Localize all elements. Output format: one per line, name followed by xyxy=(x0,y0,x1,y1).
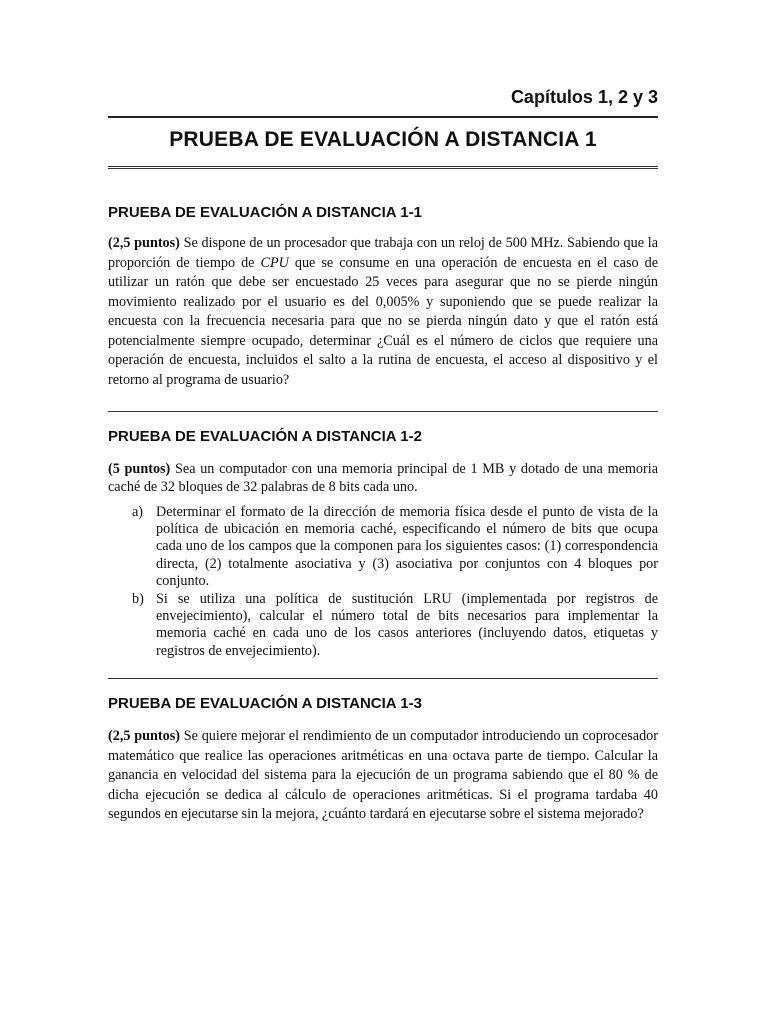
section-3-points: (2,5 puntos) xyxy=(108,728,180,744)
section-divider-1 xyxy=(108,411,658,412)
section-2-points: (5 puntos) xyxy=(108,461,171,477)
title-double-rule xyxy=(108,166,658,169)
section-3-text xyxy=(108,727,658,825)
section-1-text-part2: que se consume en una operación de encuesta en el caso de utilizar un ratón que debe ser encuestado 25 veces para asegurar que no se pierde ningún movimiento realizado por el usuario es del 0,005% y suponiendo que se puede realizar la encuesta con la frecuencia necesaria para que no se pierda ningún dato y que el ratón está potencialmente siempre ocupado, determinar ¿Cuál es el número de ciclos que requiere una operación de encuesta, incluidos el salto a la rutina de encuesta, el acceso al dispositivo y el retorno al programa de usuario? xyxy=(108,254,658,388)
list-marker: b) xyxy=(132,591,144,608)
section-1-text xyxy=(108,234,658,390)
section-1-title: PRUEBA DE EVALUACIÓN A DISTANCIA 1-1 xyxy=(108,204,422,221)
header-rule xyxy=(108,116,658,118)
list-item-text: Si se utiliza una política de sustitución LRU (implementada por registros de envejecimiento), calcular el número total de bits necesarios para implementar la memoria caché en cada uno de los casos anteriores (incluyendo datos, etiquetas y registros de envejecimiento). xyxy=(156,591,658,659)
section-3-text-body: Se quiere mejorar el rendimiento de un computador introduciendo un coprocesador matemático que realice las operaciones aritméticas en una octava parte de tiempo. Calcular la ganancia en velocidad del sistema para la ejecución de un programa sabiendo que el 80 % de dicha ejecución se dedica al cálculo de operaciones aritméticas. Si el programa tardaba 40 segundos en ejecutarse sin la mejora, ¿cuánto tardará en ejecutarse sobre el sistema mejorado? xyxy=(108,728,658,822)
section-divider-2 xyxy=(108,678,658,679)
list-item xyxy=(108,591,658,660)
section-1-text-part1: Se dispone de un procesador que trabaja con un reloj de 500 MHz. Sabiendo que la proporción de tiempo de xyxy=(108,235,658,271)
section-3-title: PRUEBA DE EVALUACIÓN A DISTANCIA 1-3 xyxy=(108,695,422,712)
list-marker: a) xyxy=(132,504,144,520)
section-2-text xyxy=(108,460,658,496)
list-item-text: Determinar el formato de la dirección de memoria física desde el punto de vista de la política de ubicación en memoria caché, especificando el número de bits que ocupa cada uno de los campos que la componen para los siguientes casos: (1) correspondencia directa, (2) totalmente asociativa y (3) asociativa por conjuntos con 4 bloques por conjunto. xyxy=(156,504,658,589)
section-2-text-body: Sea un computador con una memoria principal de 1 MB y dotado de una memoria caché de 32 bloques de 32 palabras de 8 bits cada uno. xyxy=(108,461,658,495)
section-2-title: PRUEBA DE EVALUACIÓN A DISTANCIA 1-2 xyxy=(108,428,422,445)
list-item xyxy=(108,504,658,590)
chapters-header: Capítulos 1, 2 y 3 xyxy=(510,87,658,107)
section-1-points: (2,5 puntos) xyxy=(108,235,180,251)
cpu-term: CPU xyxy=(260,254,289,271)
section-2-list xyxy=(108,504,658,660)
page-title: PRUEBA DE EVALUACIÓN A DISTANCIA 1 xyxy=(169,128,597,151)
